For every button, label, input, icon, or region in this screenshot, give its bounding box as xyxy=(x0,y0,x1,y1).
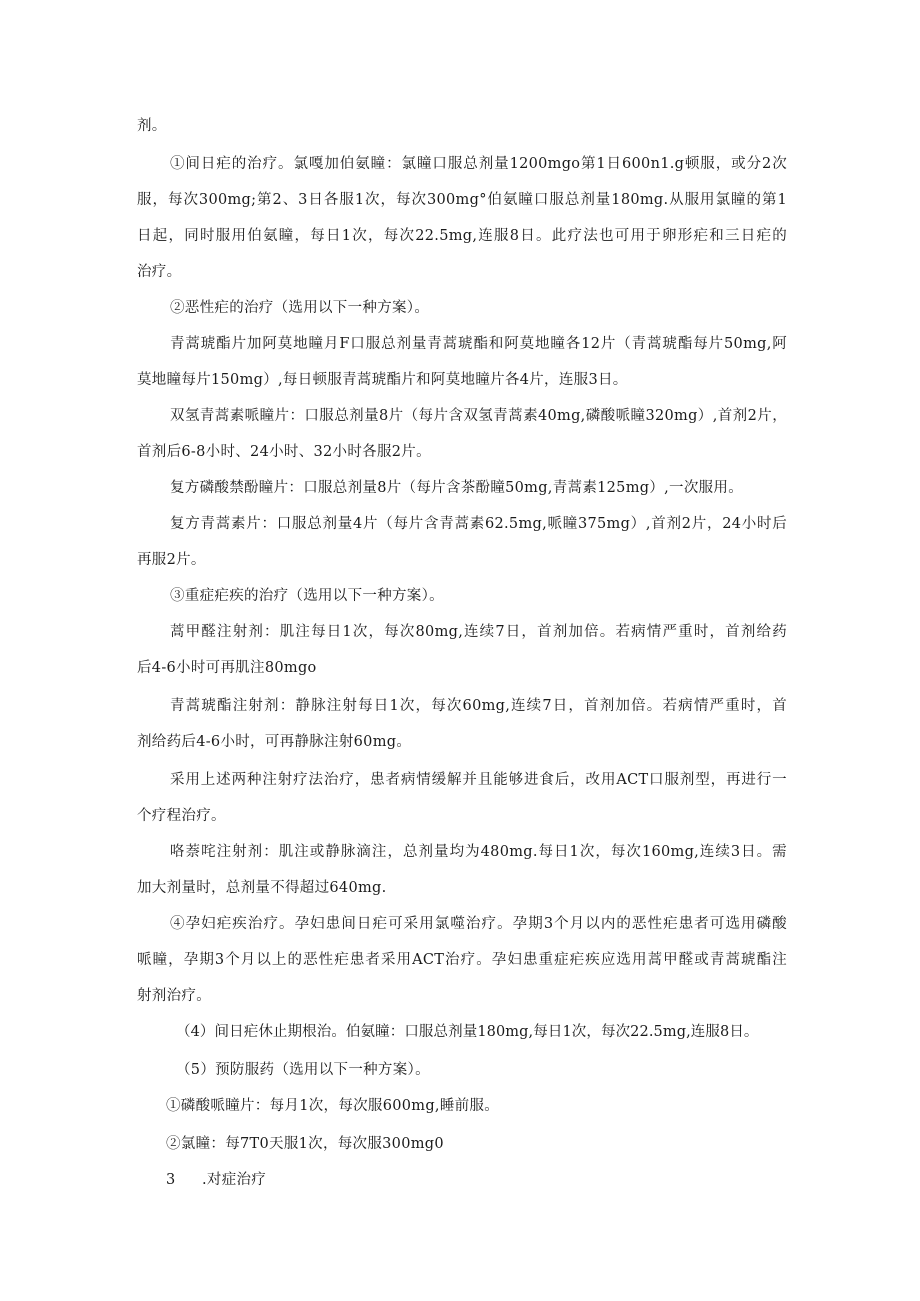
numbered-item: （4）间日疟休止期根治。伯氨瞳：口服总剂量180mg,每日1次，每次22.5mg,连服8日。 xyxy=(176,1024,759,1040)
text-line: 剂。 xyxy=(137,118,167,134)
paragraph-line: 莫地瞳每片150mg）,每日顿服青蒿琥酯片和阿莫地瞳片各4片，连服3日。 xyxy=(137,372,628,388)
paragraph-line: 蒿甲醛注射剂：肌注每日1次，每次80mg,连续7日，首剂加倍。若病情严重时，首剂给药 xyxy=(170,624,787,640)
paragraph-line: 日起，同时服用伯氨瞳，每日1次，每次22.5mg,连服8日。此疗法也可用于卵形疟和三日疟的 xyxy=(137,228,787,244)
paragraph-line: 治疗。 xyxy=(137,264,182,280)
paragraph-line: 双氢青蒿素哌瞳片：口服总剂量8片（每片含双氢青蒿素40mg,磷酸哌瞳320mg）,首剂2片， xyxy=(170,408,787,424)
section-number: 3 xyxy=(166,1172,176,1188)
paragraph-line: 青蒿琥酯片加阿莫地瞳月F口服总剂量青蒿琥酯和阿莫地瞳各12片（青蒿琥酯每片50mg,阿 xyxy=(170,336,787,352)
paragraph-line: 复方青蒿素片：口服总剂量4片（每片含青蒿素62.5mg,哌瞳375mg）,首剂2片，24小时后 xyxy=(170,516,787,532)
list-item: ②氯瞳：每7T0天服1次，每次服300mg0 xyxy=(166,1136,444,1152)
section-title: .对症治疗 xyxy=(202,1172,267,1188)
paragraph-line: 加大剂量时，总剂量不得超过640mg. xyxy=(137,880,387,896)
paragraph-line: 服，每次300mg;第2、3日各服1次，每次300mg°伯氨瞳口服总剂量180mg.从服用氯瞳的第1 xyxy=(137,192,787,208)
paragraph-line: 青蒿琥酯注射剂：静脉注射每日1次，每次60mg,连续7日，首剂加倍。若病情严重时，首 xyxy=(170,698,787,714)
paragraph-line: 咯萘咤注射剂：肌注或静脉滴注，总剂量均为480mg.每日1次，每次160mg,连续3日。需 xyxy=(170,844,787,860)
paragraph-line: ④孕妇疟疾治疗。孕妇患间日疟可采用氯噬治疗。孕期3个月以内的恶性疟患者可选用磷酸 xyxy=(170,916,787,932)
paragraph-line: 复方磷酸禁酚瞳片：口服总剂量8片（每片含茶酚瞳50mg,青蒿素125mg）,一次服用。 xyxy=(170,480,744,496)
numbered-item: （5）预防服药（选用以下一种方案）。 xyxy=(176,1062,430,1078)
paragraph-line: 射剂治疗。 xyxy=(137,988,211,1004)
paragraph-line: 采用上述两种注射疗法治疗，患者病情缓解并且能够进食后，改用ACT口服剂型，再进行一 xyxy=(170,772,787,788)
paragraph-line: 个疗程治疗。 xyxy=(137,808,226,824)
paragraph-line: 剂给药后4-6小时，可再静脉注射60mg。 xyxy=(137,734,412,750)
paragraph-line: ①间日疟的治疗。氯嘎加伯氨瞳：氯瞳口服总剂量1200mgo第1日600n1.g顿服，或分2次 xyxy=(170,156,787,172)
paragraph-line: 哌瞳，孕期3个月以上的恶性疟患者采用ACT治疗。孕妇患重症疟疾应选用蒿甲醛或青蒿琥酯注 xyxy=(137,952,787,968)
paragraph-line: 后4-6小时可再肌注80mgo xyxy=(137,660,317,676)
paragraph-line: 首剂后6-8小时、24小时、32小时各服2片。 xyxy=(137,444,431,460)
subheading: ②恶性疟的治疗（选用以下一种方案）。 xyxy=(170,300,430,316)
subheading: ③重症疟疾的治疗（选用以下一种方案）。 xyxy=(170,588,444,604)
list-item: ①磷酸哌瞳片：每月1次，每次服600mg,睡前服。 xyxy=(166,1098,500,1114)
section-heading xyxy=(166,1170,266,1190)
paragraph-line: 再服2片。 xyxy=(137,552,206,568)
